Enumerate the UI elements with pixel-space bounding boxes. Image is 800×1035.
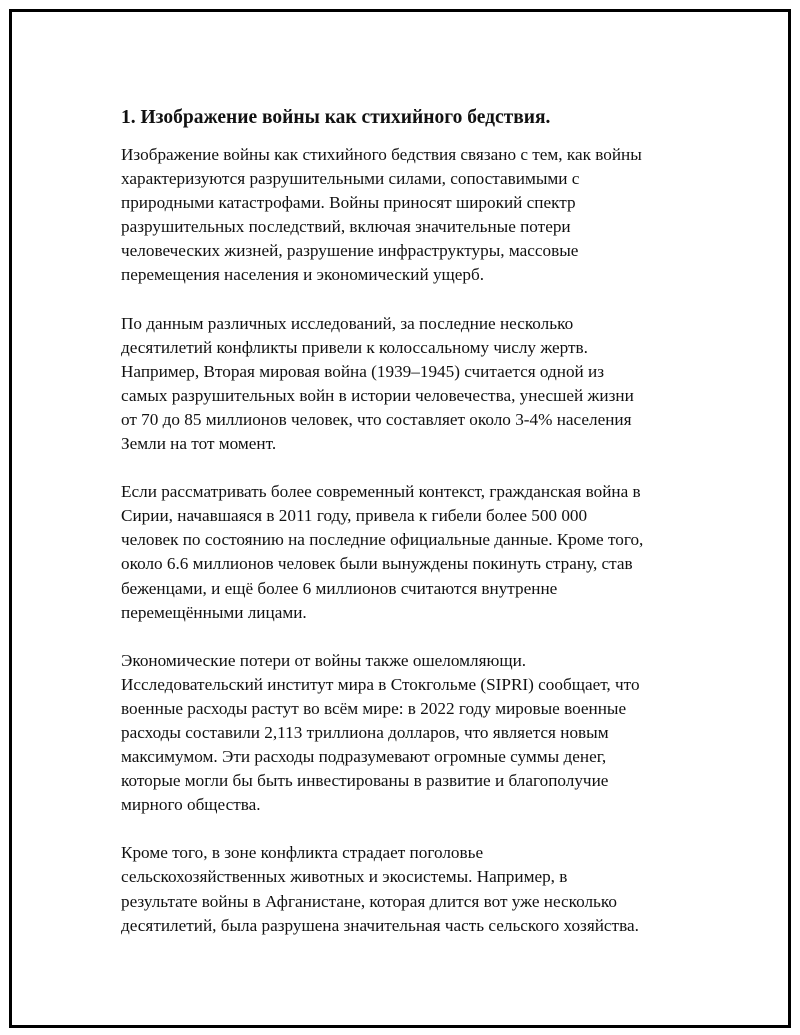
text-line: сельскохозяйственных животных и экосистемы. Например, в — [121, 867, 568, 887]
paragraph-economic-losses — [121, 649, 701, 818]
text-line: мирного общества. — [121, 795, 261, 815]
text-line: расходы составили 2,113 триллиона долларов, что является новым — [121, 722, 609, 742]
text-line: перемещёнными лицами. — [121, 602, 307, 622]
text-line: перемещения населения и экономический ущерб. — [121, 265, 485, 285]
text-line: Экономические потери от войны также ошеломляющи. — [121, 650, 527, 670]
text-line: По данным различных исследований, за последние несколько — [121, 313, 574, 333]
text-line: Изображение войны как стихийного бедствия связано с тем, как войны — [121, 145, 642, 164]
text-line: человеческих жизней, разрушение инфраструктуры, массовые — [121, 241, 579, 261]
text-line: десятилетий, была разрушена значительная часть сельского хозяйства. — [121, 915, 639, 935]
page-frame — [9, 9, 791, 1028]
text-line: человек по состоянию на последние официальные данные. Кроме того, — [121, 530, 644, 550]
text-line: которые могли бы быть инвестированы в развитие и благополучие — [121, 771, 609, 791]
text-line: самых разрушительных войн в истории человечества, унесшей жизни — [121, 385, 634, 405]
paragraph-syria — [121, 480, 701, 625]
text-line: Кроме того, в зоне конфликта страдает поголовье — [121, 843, 484, 863]
paragraph-casualties — [121, 312, 701, 457]
text-line: результате войны в Афганистане, которая длится вот уже несколько — [121, 891, 617, 911]
paragraph-war-as-disaster — [121, 143, 701, 288]
text-line: Земли на тот момент. — [121, 434, 277, 454]
text-line: Если рассматривать более современный контекст, гражданская война в — [121, 482, 641, 502]
section-heading: 1. Изображение войны как стихийного бедствия. — [121, 107, 551, 128]
text-line: Исследовательский институт мира в Стокгольме (SIPRI) сообщает, что — [121, 674, 640, 694]
text-line: максимумом. Эти расходы подразумевают огромные суммы денег, — [121, 747, 607, 767]
text-line: Например, Вторая мировая война (1939–1945) считается одной из — [121, 361, 605, 381]
text-line: военные расходы растут во всём мире: в 2022 году мировые военные — [121, 698, 627, 718]
text-line: характеризуются разрушительными силами, сопоставимыми с — [121, 169, 580, 189]
text-line: около 6.6 миллионов человек были вынуждены покинуть страну, став — [121, 554, 633, 574]
text-line: разрушительных последствий, включая значительные потери — [121, 217, 571, 237]
paragraph-agriculture — [121, 841, 701, 937]
text-line: беженцами, и ещё более 6 миллионов считаются внутренне — [121, 578, 558, 598]
document-body — [121, 105, 701, 962]
text-line: природными катастрофами. Войны приносят широкий спектр — [121, 193, 576, 213]
text-line: от 70 до 85 миллионов человек, что составляет около 3-4% населения — [121, 409, 632, 429]
text-line: десятилетий конфликты привели к колоссальному числу жертв. — [121, 337, 588, 357]
text-line: Сирии, начавшаяся в 2011 году, привела к гибели более 500 000 — [121, 506, 588, 526]
